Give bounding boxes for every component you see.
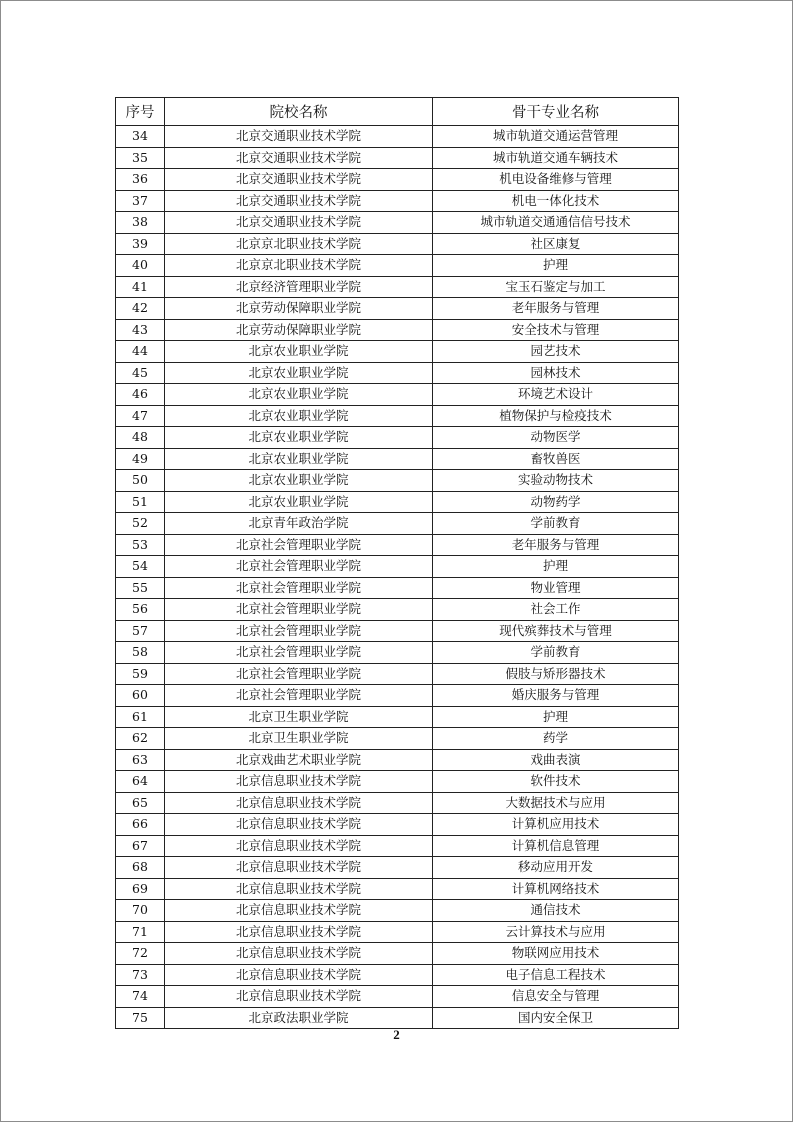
cell-school-name: 北京信息职业技术学院 [165,835,433,857]
cell-serial-number: 53 [116,534,165,556]
cell-major-name: 机电设备维修与管理 [433,169,679,191]
cell-major-name: 环境艺术设计 [433,384,679,406]
cell-school-name: 北京信息职业技术学院 [165,986,433,1008]
majors-table [115,97,679,1029]
cell-major-name: 信息安全与管理 [433,986,679,1008]
table-row [116,276,679,298]
cell-major-name: 戏曲表演 [433,749,679,771]
cell-school-name: 北京信息职业技术学院 [165,878,433,900]
table-row [116,663,679,685]
table-row [116,878,679,900]
page-number: 2 [393,1027,400,1042]
table-row [116,792,679,814]
cell-major-name: 社会工作 [433,599,679,621]
table-row [116,685,679,707]
table-body [116,126,679,1029]
table-row [116,362,679,384]
cell-major-name: 假肢与矫形器技术 [433,663,679,685]
cell-major-name: 计算机应用技术 [433,814,679,836]
cell-school-name: 北京社会管理职业学院 [165,685,433,707]
cell-major-name: 计算机网络技术 [433,878,679,900]
cell-major-name: 机电一体化技术 [433,190,679,212]
cell-major-name: 大数据技术与应用 [433,792,679,814]
cell-school-name: 北京社会管理职业学院 [165,534,433,556]
cell-school-name: 北京交通职业技术学院 [165,126,433,148]
cell-serial-number: 43 [116,319,165,341]
cell-school-name: 北京信息职业技术学院 [165,964,433,986]
cell-major-name: 宝玉石鉴定与加工 [433,276,679,298]
cell-major-name: 畜牧兽医 [433,448,679,470]
cell-major-name: 植物保护与检疫技术 [433,405,679,427]
cell-major-name: 通信技术 [433,900,679,922]
cell-major-name: 园艺技术 [433,341,679,363]
cell-serial-number: 62 [116,728,165,750]
cell-serial-number: 71 [116,921,165,943]
cell-school-name: 北京农业职业学院 [165,384,433,406]
cell-serial-number: 65 [116,792,165,814]
cell-school-name: 北京信息职业技术学院 [165,814,433,836]
cell-serial-number: 49 [116,448,165,470]
cell-major-name: 移动应用开发 [433,857,679,879]
table-header-row [116,98,679,126]
cell-serial-number: 57 [116,620,165,642]
cell-school-name: 北京农业职业学院 [165,491,433,513]
cell-major-name: 社区康复 [433,233,679,255]
cell-major-name: 城市轨道交通通信信号技术 [433,212,679,234]
cell-major-name: 老年服务与管理 [433,298,679,320]
cell-major-name: 园林技术 [433,362,679,384]
header-school-name: 院校名称 [165,98,433,126]
table-row [116,900,679,922]
cell-major-name: 物业管理 [433,577,679,599]
cell-major-name: 城市轨道交通运营管理 [433,126,679,148]
cell-school-name: 北京信息职业技术学院 [165,771,433,793]
cell-school-name: 北京社会管理职业学院 [165,599,433,621]
table-row [116,556,679,578]
cell-serial-number: 59 [116,663,165,685]
header-major-name: 骨干专业名称 [433,98,679,126]
table-row [116,771,679,793]
cell-serial-number: 39 [116,233,165,255]
table-row [116,233,679,255]
cell-school-name: 北京经济管理职业学院 [165,276,433,298]
cell-major-name: 计算机信息管理 [433,835,679,857]
table-row [116,599,679,621]
cell-school-name: 北京信息职业技术学院 [165,943,433,965]
table-row [116,814,679,836]
cell-major-name: 城市轨道交通车辆技术 [433,147,679,169]
cell-serial-number: 60 [116,685,165,707]
cell-school-name: 北京信息职业技术学院 [165,792,433,814]
cell-school-name: 北京卫生职业学院 [165,706,433,728]
cell-serial-number: 47 [116,405,165,427]
cell-school-name: 北京社会管理职业学院 [165,642,433,664]
cell-serial-number: 73 [116,964,165,986]
cell-serial-number: 70 [116,900,165,922]
table-row [116,728,679,750]
cell-serial-number: 75 [116,1007,165,1029]
cell-major-name: 云计算技术与应用 [433,921,679,943]
table-row [116,298,679,320]
cell-serial-number: 69 [116,878,165,900]
cell-serial-number: 63 [116,749,165,771]
cell-serial-number: 56 [116,599,165,621]
table-row [116,534,679,556]
table-row [116,405,679,427]
table-row [116,384,679,406]
table-row [116,835,679,857]
table-row [116,513,679,535]
cell-major-name: 动物药学 [433,491,679,513]
table-row [116,620,679,642]
table-row [116,642,679,664]
cell-school-name: 北京农业职业学院 [165,448,433,470]
cell-serial-number: 34 [116,126,165,148]
table-row [116,190,679,212]
cell-major-name: 药学 [433,728,679,750]
cell-school-name: 北京农业职业学院 [165,341,433,363]
cell-school-name: 北京劳动保障职业学院 [165,298,433,320]
cell-major-name: 动物医学 [433,427,679,449]
cell-major-name: 学前教育 [433,642,679,664]
cell-school-name: 北京交通职业技术学院 [165,147,433,169]
cell-major-name: 护理 [433,556,679,578]
cell-serial-number: 72 [116,943,165,965]
table-row [116,319,679,341]
cell-school-name: 北京农业职业学院 [165,470,433,492]
table-row [116,964,679,986]
table-row [116,427,679,449]
cell-school-name: 北京青年政治学院 [165,513,433,535]
cell-serial-number: 45 [116,362,165,384]
cell-serial-number: 36 [116,169,165,191]
table-row [116,491,679,513]
cell-serial-number: 48 [116,427,165,449]
cell-serial-number: 58 [116,642,165,664]
cell-serial-number: 52 [116,513,165,535]
cell-serial-number: 35 [116,147,165,169]
table-row [116,341,679,363]
cell-school-name: 北京农业职业学院 [165,362,433,384]
cell-school-name: 北京农业职业学院 [165,405,433,427]
cell-serial-number: 40 [116,255,165,277]
header-serial-number: 序号 [116,98,165,126]
cell-serial-number: 37 [116,190,165,212]
cell-major-name: 国内安全保卫 [433,1007,679,1029]
table-row [116,706,679,728]
cell-serial-number: 42 [116,298,165,320]
cell-serial-number: 46 [116,384,165,406]
cell-major-name: 护理 [433,706,679,728]
cell-school-name: 北京卫生职业学院 [165,728,433,750]
cell-school-name: 北京信息职业技术学院 [165,921,433,943]
cell-serial-number: 74 [116,986,165,1008]
table-row [116,749,679,771]
cell-school-name: 北京交通职业技术学院 [165,169,433,191]
cell-school-name: 北京社会管理职业学院 [165,620,433,642]
cell-major-name: 学前教育 [433,513,679,535]
cell-school-name: 北京农业职业学院 [165,427,433,449]
cell-serial-number: 41 [116,276,165,298]
cell-serial-number: 38 [116,212,165,234]
cell-school-name: 北京社会管理职业学院 [165,577,433,599]
table-row [116,147,679,169]
cell-serial-number: 67 [116,835,165,857]
table-row [116,1007,679,1029]
cell-major-name: 安全技术与管理 [433,319,679,341]
table-row [116,448,679,470]
cell-serial-number: 68 [116,857,165,879]
cell-school-name: 北京社会管理职业学院 [165,663,433,685]
cell-major-name: 软件技术 [433,771,679,793]
table-row [116,212,679,234]
cell-major-name: 电子信息工程技术 [433,964,679,986]
cell-serial-number: 50 [116,470,165,492]
cell-school-name: 北京信息职业技术学院 [165,900,433,922]
cell-serial-number: 64 [116,771,165,793]
cell-school-name: 北京交通职业技术学院 [165,190,433,212]
cell-major-name: 老年服务与管理 [433,534,679,556]
table-row [116,470,679,492]
cell-school-name: 北京京北职业技术学院 [165,233,433,255]
table-row [116,255,679,277]
cell-serial-number: 54 [116,556,165,578]
cell-serial-number: 55 [116,577,165,599]
cell-major-name: 实验动物技术 [433,470,679,492]
cell-school-name: 北京劳动保障职业学院 [165,319,433,341]
cell-serial-number: 66 [116,814,165,836]
cell-school-name: 北京政法职业学院 [165,1007,433,1029]
cell-school-name: 北京京北职业技术学院 [165,255,433,277]
cell-school-name: 北京社会管理职业学院 [165,556,433,578]
cell-major-name: 现代殡葬技术与管理 [433,620,679,642]
cell-major-name: 物联网应用技术 [433,943,679,965]
table-row [116,126,679,148]
table-row [116,943,679,965]
table-row [116,857,679,879]
cell-school-name: 北京信息职业技术学院 [165,857,433,879]
cell-serial-number: 44 [116,341,165,363]
table-row [116,986,679,1008]
table-row [116,169,679,191]
cell-school-name: 北京交通职业技术学院 [165,212,433,234]
cell-serial-number: 51 [116,491,165,513]
cell-serial-number: 61 [116,706,165,728]
cell-school-name: 北京戏曲艺术职业学院 [165,749,433,771]
cell-major-name: 婚庆服务与管理 [433,685,679,707]
cell-major-name: 护理 [433,255,679,277]
table-row [116,921,679,943]
table-row [116,577,679,599]
